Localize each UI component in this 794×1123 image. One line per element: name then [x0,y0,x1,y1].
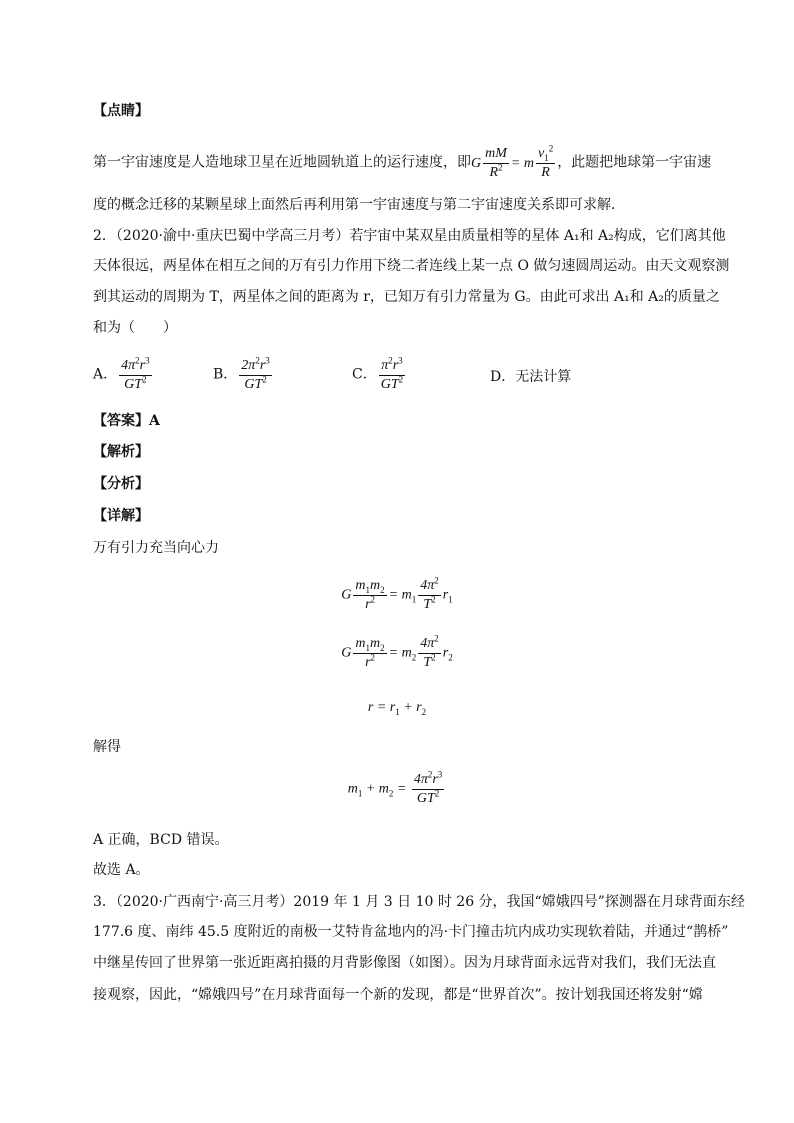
question-2-line: 2．（2020·渝中·重庆巴蜀中学高三月考）若宇宙中某双星由质量相等的星体 A₁和 A₂构成，它们离其他 [93,228,726,244]
question-3-line: 3．（2020·广西南宁·高三月考）2019 年 1 月 3 日 10 时 26 分，我国“嫦娥四号”探测器在月球背面东经 [93,894,745,910]
option-label: A． [93,366,118,383]
heading-dianjing: 【点睛】 [93,103,149,119]
question-2-line: 到其运动的周期为 T，两星体之间的距离为 r，已知万有引力常量为 G。由此可求出 A₁和 A₂的质量之 [93,289,720,305]
text-span: ，此题把地球第一宇宙速 [557,154,712,171]
equation-result: $m_1 + m_2$ = $\frac{4\pi^2r^3}{GT^2}$ [347,769,443,806]
answer-label: 【答案】A [93,413,160,429]
question-2-line: 天体很远，两星体在相互之间的万有引力作用下绕二者连线上某一点 O 做匀速圆周运动。由天文观察测 [93,258,730,274]
question-3-line: 177.6 度、南纬 45.5 度附近的南极一艾特肯盆地内的冯·卡门撞击坑内成功实现软着陆，并通过“鹊桥” [93,924,729,940]
equation-1: G $\frac{m_1m_2}{r^2}$ = $m_1$ $\frac{4\pi^2}{T^2}$ $r_1$ [341,575,453,612]
option-c [352,355,407,393]
text-span: 第一宇宙速度是人造地球卫星在近地圆轨道上的运行速度，即 [93,154,471,171]
option-a [93,355,154,393]
formula-option-c: $\frac{\pi^2r^3}{GT^2}$ [380,355,404,392]
heading-xiangjie: 【详解】 [93,508,149,524]
option-label: C． [352,366,377,383]
option-d: D．无法计算 [490,369,572,385]
paragraph-line: 万有引力充当向心力 [93,540,219,556]
formula-gravity: G $\frac{mM}{R^2}$ = m $\frac{v_1^2}{R}$ [471,143,554,180]
paragraph-line: 解得 [93,739,121,755]
paragraph-line: 度的概念迁移的某颗星球上面然后再利用第一宇宙速度与第二宇宙速度关系即可求解． [93,197,625,213]
question-3-line: 接观察，因此，“嫦娥四号”在月球背面每一个新的发现，都是“世界首次”。按计划我国还将发射“嫦 [93,987,703,1003]
paragraph-line: A 正确，BCD 错误。 [93,832,229,848]
option-b [213,355,274,393]
formula-option-a: $\frac{4\pi^2r^3}{GT^2}$ [121,355,150,392]
option-label: B． [213,366,238,383]
heading-fenxi: 【分析】 [93,476,149,492]
formula-option-b: $\frac{2\pi^2r^3}{GT^2}$ [241,355,270,392]
paragraph-line: 故选 A。 [93,862,150,878]
paragraph-line [93,143,712,181]
question-3-line: 中继星传回了世界第一张近距离拍摄的月背影像图（如图）。因为月球背面永远背对我们，我们无法直 [93,955,716,971]
equation-3: $r = r_1 + r_2$ [367,700,427,717]
question-2-line: 和为（ ） [93,320,177,336]
heading-jiexi: 【解析】 [93,444,149,460]
equation-2: G $\frac{m_1m_2}{r^2}$ = $m_2$ $\frac{4\pi^2}{T^2}$ $r_2$ [341,633,453,670]
